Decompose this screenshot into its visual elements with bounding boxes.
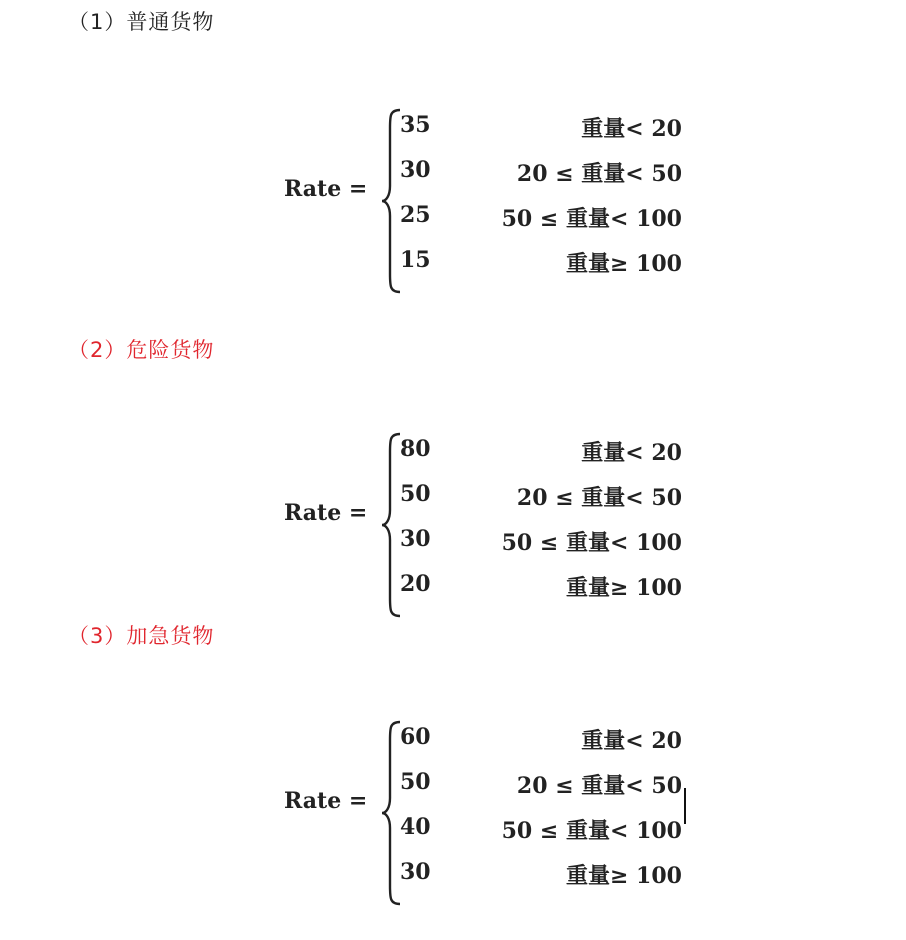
- text-cursor: [684, 788, 686, 824]
- case-condition: 重量< 20: [581, 728, 682, 754]
- case-condition: 50 ≤ 重量< 100: [501, 818, 682, 844]
- case-row: [0, 814, 906, 854]
- case-row: [0, 247, 906, 287]
- section-3-formula: [0, 718, 906, 908]
- case-value: 15: [400, 247, 431, 273]
- case-row: [0, 526, 906, 566]
- case-row: [0, 202, 906, 242]
- rate-label: Rate =: [284, 176, 368, 202]
- case-value: 50: [400, 769, 431, 795]
- case-row: [0, 112, 906, 152]
- section-2-heading: （2）危险货物: [68, 338, 215, 362]
- case-value: 20: [400, 571, 431, 597]
- rate-label: Rate =: [284, 788, 368, 814]
- case-value: 30: [400, 859, 431, 885]
- case-row: [0, 724, 906, 764]
- case-value: 80: [400, 436, 431, 462]
- case-condition: 重量≥ 100: [565, 575, 682, 601]
- case-value: 30: [400, 157, 431, 183]
- case-row: [0, 481, 906, 521]
- section-2-formula: [0, 430, 906, 620]
- rate-label: Rate =: [284, 500, 368, 526]
- case-value: 25: [400, 202, 431, 228]
- case-condition: 20 ≤ 重量< 50: [516, 161, 682, 187]
- case-value: 35: [400, 112, 431, 138]
- case-row: [0, 859, 906, 899]
- case-condition: 50 ≤ 重量< 100: [501, 206, 682, 232]
- case-value: 50: [400, 481, 431, 507]
- case-condition: 重量< 20: [581, 116, 682, 142]
- case-value: 60: [400, 724, 431, 750]
- case-condition: 20 ≤ 重量< 50: [516, 773, 682, 799]
- section-1-formula: [0, 106, 906, 296]
- section-1-heading: （1）普通货物: [68, 10, 215, 34]
- case-row: [0, 436, 906, 476]
- case-row: [0, 157, 906, 197]
- case-condition: 50 ≤ 重量< 100: [501, 530, 682, 556]
- case-row: [0, 571, 906, 611]
- case-condition: 20 ≤ 重量< 50: [516, 485, 682, 511]
- case-condition: 重量≥ 100: [565, 251, 682, 277]
- case-condition: 重量≥ 100: [565, 863, 682, 889]
- section-3-heading: （3）加急货物: [68, 624, 215, 648]
- case-row: [0, 769, 906, 809]
- case-value: 30: [400, 526, 431, 552]
- case-value: 40: [400, 814, 431, 840]
- case-condition: 重量< 20: [581, 440, 682, 466]
